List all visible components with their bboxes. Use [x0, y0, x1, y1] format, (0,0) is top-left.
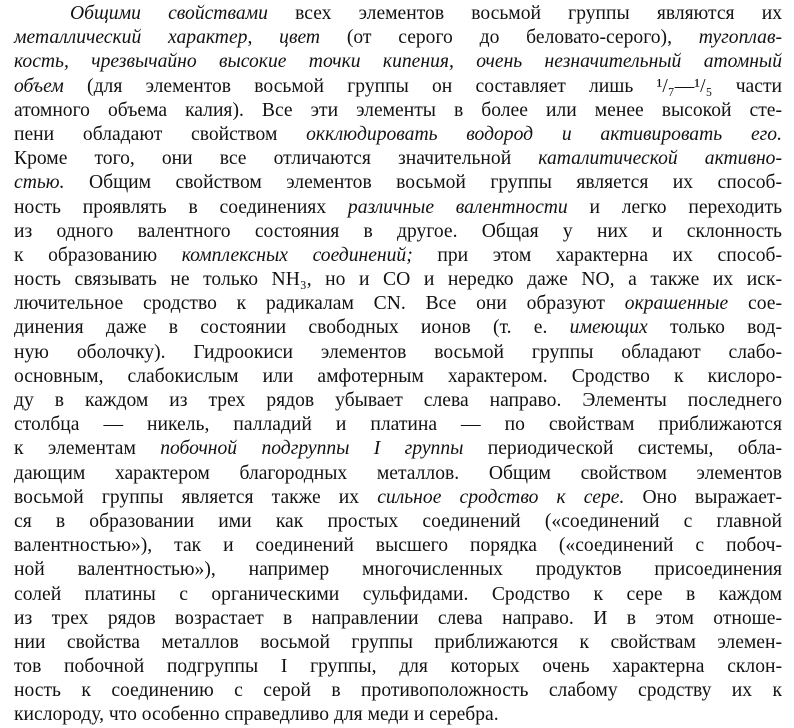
italic-term: цвет: [279, 27, 321, 49]
italic-term: сильное сродство к сере.: [377, 486, 625, 508]
text-run: Кроме того, они все отличаются значительной: [14, 148, 539, 170]
text-run: восьмой группы является также их: [14, 486, 378, 508]
text-run: тов побочной подгруппы I группы, для которых очень характерна склон-: [14, 656, 782, 678]
text-run: динения даже в состоянии свободных ионов (т. е.: [14, 317, 570, 339]
italic-term: кость, чрезвычайно высокие точки кипения, очень незначительный атомный: [14, 51, 782, 73]
italic-term: имеющих: [569, 317, 648, 339]
text-run: и легко переходить: [567, 196, 782, 218]
text-run: валентностью»), так и соединений высшего порядка («соединений с побоч-: [14, 535, 782, 557]
text-run: лючительное сродство к радикалам CN. Все они образуют: [14, 293, 625, 315]
text-line: [14, 244, 782, 268]
text-run: дающим характером благородных металлов. Общим свойством элементов: [14, 462, 782, 484]
text-run: ность проявлять в соединениях: [14, 196, 348, 218]
text-run: (от серого до беловато-серого),: [320, 27, 699, 49]
body-paragraph: [14, 2, 782, 728]
text-line: [14, 171, 782, 195]
text-run: нии свойства металлов восьмой группы приближаются к свойствам элемен-: [14, 631, 782, 653]
italic-term: стью.: [14, 172, 65, 194]
text-line: [14, 389, 782, 413]
text-line: [14, 510, 782, 534]
text-run: столбца — никель, палладий и платина — по свойствам приближаются: [14, 414, 782, 436]
italic-term: тугоплав-: [698, 27, 782, 49]
text-run: к элементам: [14, 438, 161, 460]
text-line: [14, 2, 782, 26]
text-run: ность связывать не только NH₃, но и CO и нередко даже NO, а также их иск-: [14, 269, 782, 291]
italic-term: различные валентности: [347, 196, 568, 218]
text-line: [14, 607, 782, 631]
text-line: [14, 196, 782, 220]
italic-term: Общими свойствами: [70, 3, 268, 24]
text-run: ся в образовании ими как простых соединений («соединений с главной: [14, 510, 782, 532]
text-run: пени обладают свойством: [14, 123, 307, 145]
text-line: [14, 437, 782, 461]
text-line: [14, 316, 782, 340]
text-run: Общим свойством элементов восьмой группы является их способ-: [64, 172, 782, 194]
text-run: (для элементов восьмой группы он составляет лишь ¹/₇—¹/₅ части: [63, 75, 782, 97]
text-run: кислороду, что особенно справедливо для меди и серебра.: [14, 704, 499, 726]
italic-term: побочной подгруппы I группы: [160, 438, 464, 460]
text-line: [14, 703, 782, 727]
italic-term: каталитической активно-: [538, 148, 782, 170]
text-run: ность к соединению с серой в противоположность слабому сродству их к: [14, 680, 782, 702]
text-run: при этом характерна их способ-: [412, 244, 782, 266]
text-run: из одного валентного состояния в другое. Общая у них и склонность: [14, 220, 782, 242]
text-run: основным, слабокислым или амфотерным характером. Сродство к кислоро-: [14, 365, 782, 387]
text-line: [14, 220, 782, 244]
text-line: [14, 292, 782, 316]
text-run: Оно выражает-: [624, 486, 782, 508]
italic-term: окклюдировать водород и активировать его.: [306, 123, 782, 145]
text-line: [14, 99, 782, 123]
text-line: [14, 123, 782, 147]
text-line: [14, 365, 782, 389]
text-line: [14, 268, 782, 292]
text-line: [14, 147, 782, 171]
italic-term: объем: [14, 75, 64, 97]
text-run: ,: [247, 27, 280, 49]
text-run: из трех рядов возрастает в направлении слева направо. И в этом отноше-: [14, 607, 782, 629]
italic-term: металлический характер: [14, 27, 248, 49]
text-line: [14, 486, 782, 510]
text-run: сое-: [728, 293, 783, 315]
text-run: только вод-: [647, 317, 782, 339]
italic-term: окрашенные: [624, 293, 729, 315]
text-line: [14, 679, 782, 703]
text-line: [14, 655, 782, 679]
text-run: ной валентностью»), например многочисленных продуктов присоединения: [14, 559, 782, 581]
text-line: [14, 26, 782, 50]
text-line: [14, 413, 782, 437]
text-line: [14, 75, 782, 99]
text-line: [14, 341, 782, 365]
text-run: атомного объема калия). Все эти элементы в более или менее высокой сте-: [14, 99, 782, 121]
text-line: [14, 583, 782, 607]
text-line: [14, 558, 782, 582]
text-run: периодической системы, обла-: [463, 438, 782, 460]
text-run: ную оболочку). Гидроокиси элементов восьмой группы обладают слабо-: [14, 341, 782, 363]
text-run: всех элементов восьмой группы являются их: [267, 3, 782, 24]
text-run: ду в каждом из трех рядов убывает слева направо. Элементы последнего: [14, 390, 782, 411]
text-run: солей платины с органическими сульфидами. Сродство к сере в каждом: [14, 583, 782, 605]
text-run: к образованию: [14, 244, 182, 266]
italic-term: комплексных соединений;: [181, 244, 413, 266]
text-line: [14, 50, 782, 74]
text-line: [14, 462, 782, 486]
text-line: [14, 534, 782, 558]
text-line: [14, 631, 782, 655]
